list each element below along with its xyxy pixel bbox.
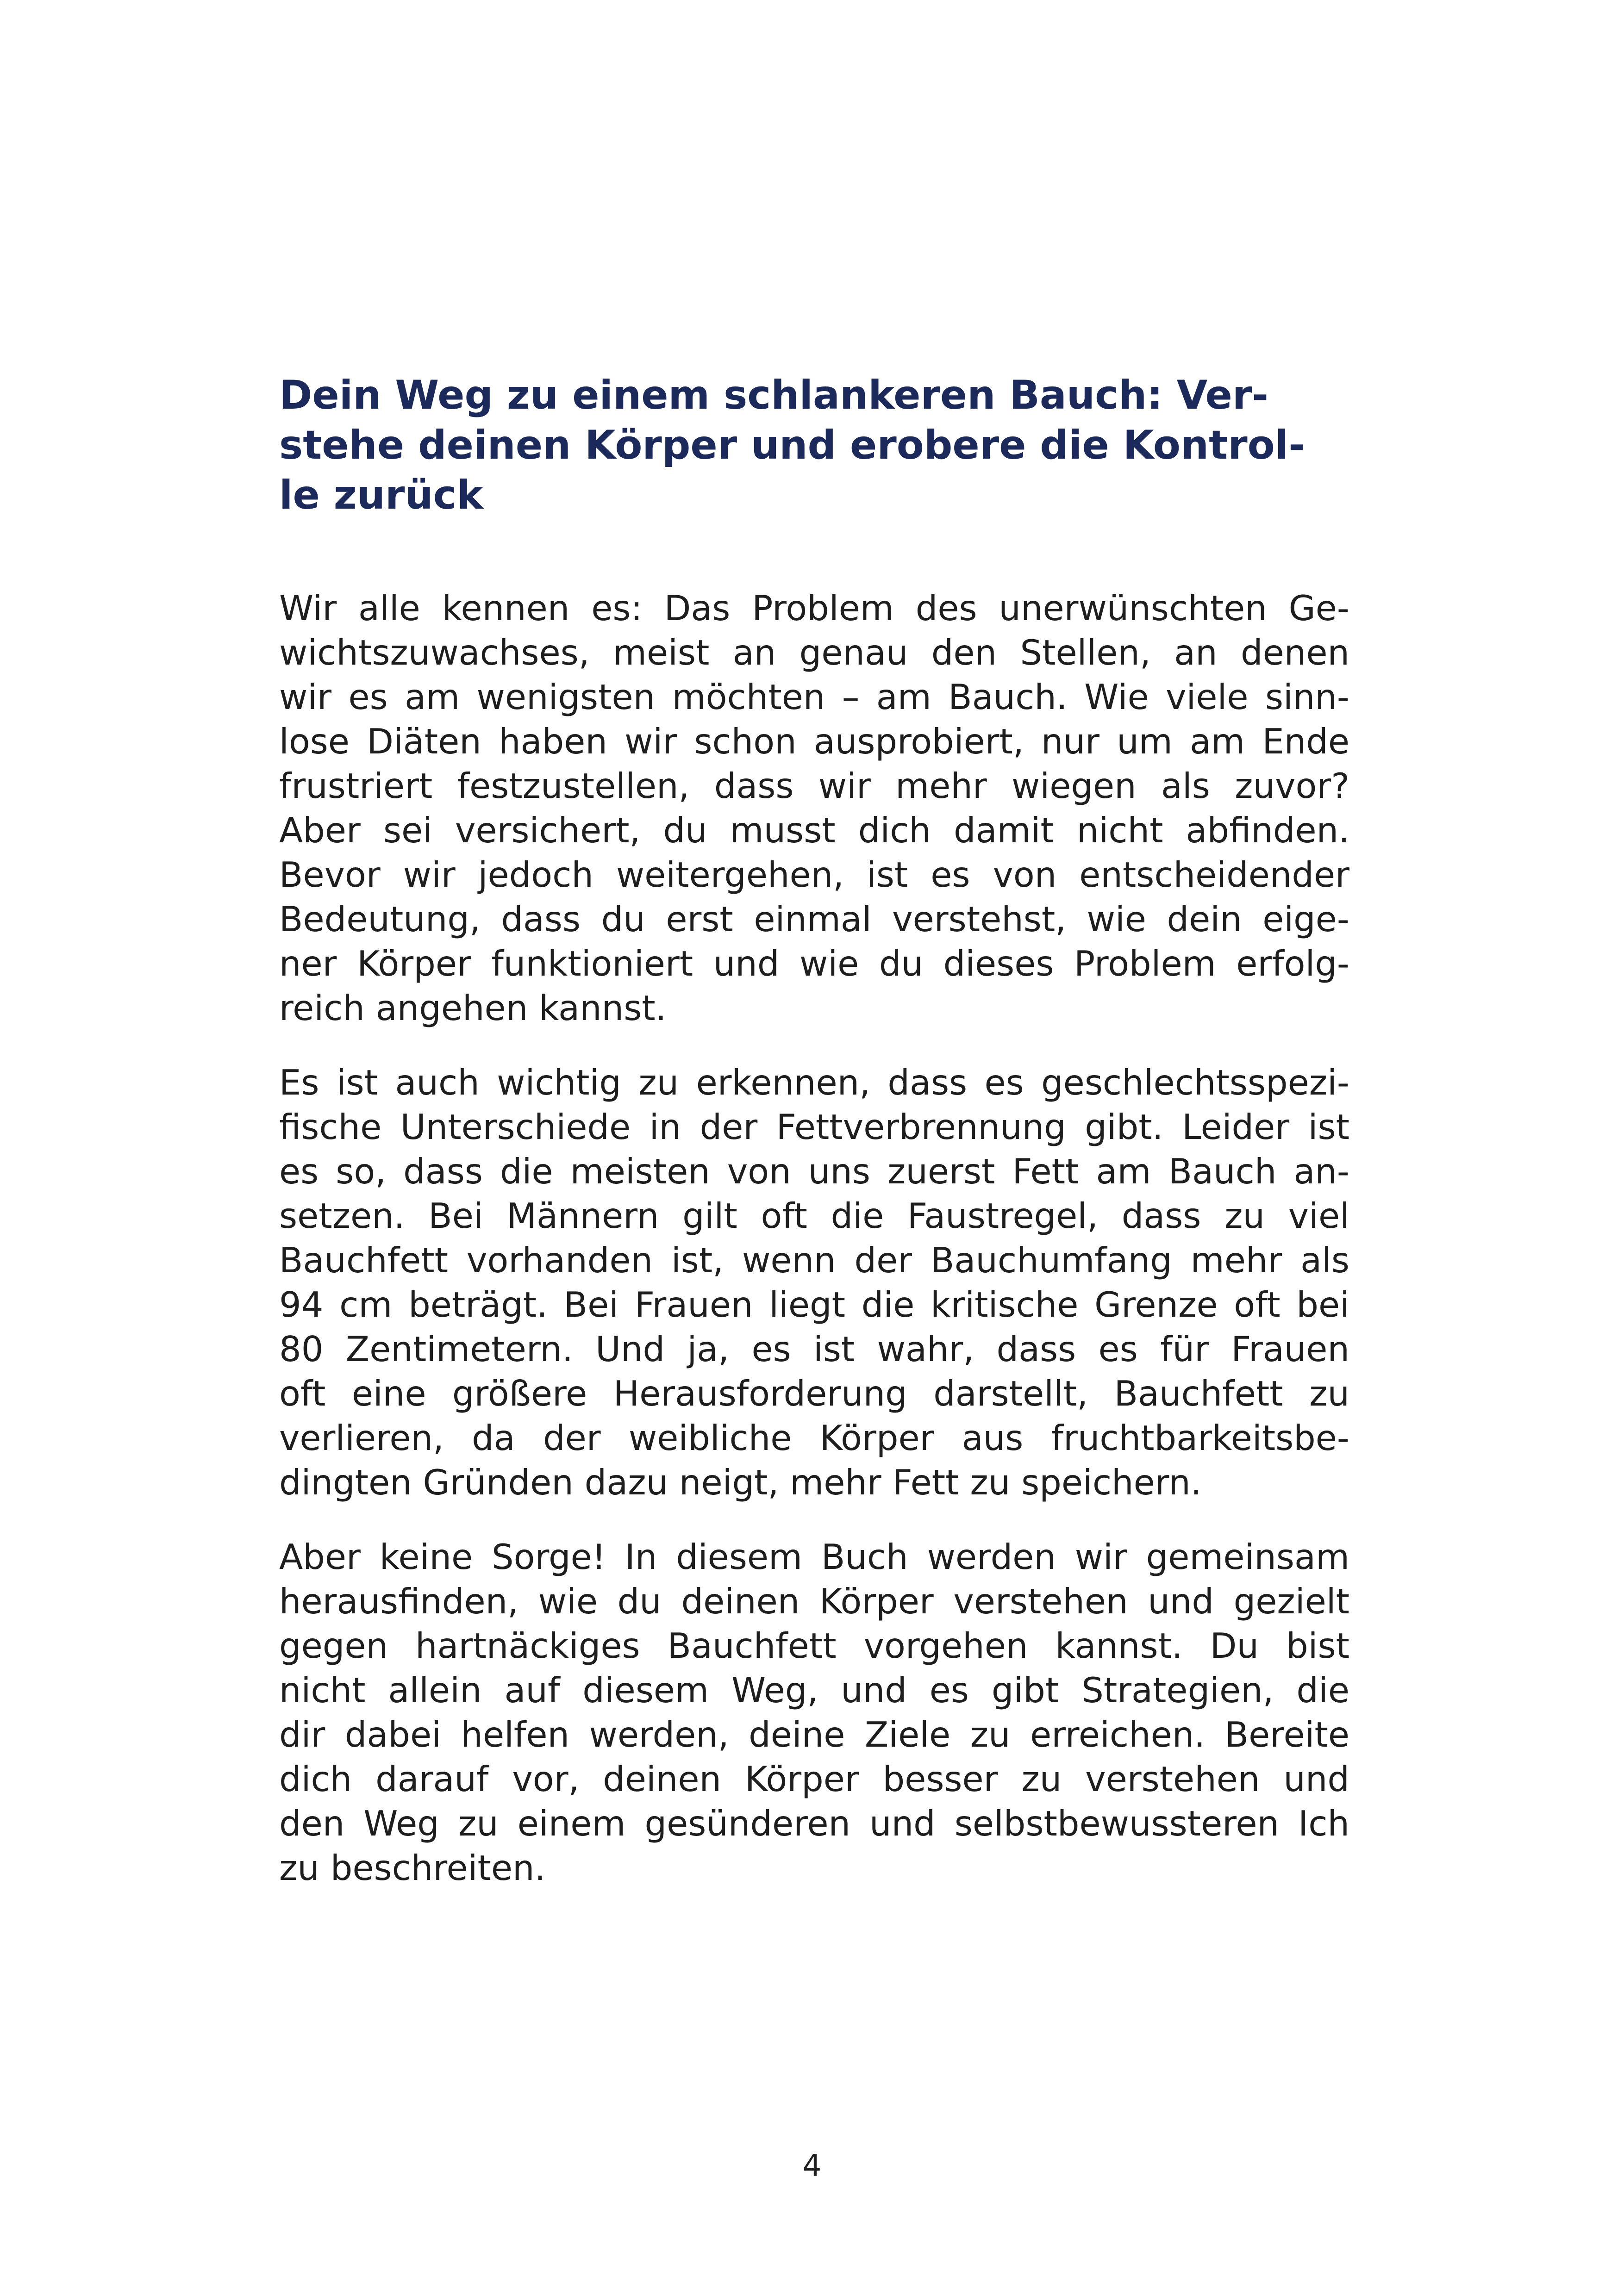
text-line: den Weg zu einem gesünderen und selbstbewussteren Ich bbox=[279, 1803, 1349, 1844]
text-line: reich angehen kannst. bbox=[279, 988, 667, 1028]
text-line: Es ist auch wichtig zu erkennen, dass es geschlechtsspezi- bbox=[279, 1062, 1349, 1103]
text-line: Wir alle kennen es: Das Problem des unerwünschten Ge- bbox=[279, 588, 1349, 628]
text-line: Bauchfett vorhanden ist, wenn der Bauchumfang mehr als bbox=[279, 1240, 1349, 1281]
text-line: Aber sei versichert, du musst dich damit nicht abfinden. bbox=[279, 810, 1349, 851]
text-line: setzen. Bei Männern gilt oft die Faustregel, dass zu viel bbox=[279, 1195, 1349, 1236]
chapter-title-line: le zurück bbox=[279, 472, 483, 518]
text-line: frustriert festzustellen, dass wir mehr wiegen als zuvor? bbox=[279, 765, 1349, 806]
paragraph-gender-differences bbox=[279, 1060, 1349, 1505]
paragraph-encouragement bbox=[279, 1535, 1349, 1890]
page-content bbox=[279, 370, 1349, 1920]
text-line: fische Unterschiede in der Fettverbrennung gibt. Leider ist bbox=[279, 1107, 1349, 1147]
text-line: 80 Zentimetern. Und ja, es ist wahr, dass es für Frauen bbox=[279, 1329, 1349, 1369]
chapter-title bbox=[279, 370, 1349, 520]
text-line: nicht allein auf diesem Weg, und es gibt Strategien, die bbox=[279, 1670, 1349, 1711]
text-line: wir es am wenigsten möchten – am Bauch. Wie viele sinn- bbox=[279, 677, 1349, 717]
text-line: es so, dass die meisten von uns zuerst Fett am Bauch an- bbox=[279, 1151, 1349, 1192]
text-line: dingten Gründen dazu neigt, mehr Fett zu speichern. bbox=[279, 1462, 1202, 1503]
text-line: dir dabei helfen werden, deine Ziele zu erreichen. Bereite bbox=[279, 1714, 1349, 1755]
text-line: dich darauf vor, deinen Körper besser zu verstehen und bbox=[279, 1759, 1349, 1799]
text-line: verlieren, da der weibliche Körper aus fruchtbarkeitsbe- bbox=[279, 1418, 1349, 1458]
body-text bbox=[279, 586, 1349, 1890]
text-line: oft eine größere Herausforderung darstellt, Bauchfett zu bbox=[279, 1373, 1349, 1414]
chapter-title-line: stehe deinen Körper und erobere die Kontrol- bbox=[279, 422, 1305, 468]
text-line: herausfinden, wie du deinen Körper verstehen und gezielt bbox=[279, 1581, 1349, 1622]
text-line: ner Körper funktioniert und wie du dieses Problem erfolg- bbox=[279, 943, 1349, 984]
text-line: lose Diäten haben wir schon ausprobiert, nur um am Ende bbox=[279, 721, 1349, 762]
page-number: 4 bbox=[802, 2149, 822, 2183]
text-line: gegen hartnäckiges Bauchfett vorgehen kannst. Du bist bbox=[279, 1625, 1349, 1666]
text-line: zu beschreiten. bbox=[279, 1848, 546, 1888]
text-line: Bedeutung, dass du erst einmal verstehst, wie dein eige- bbox=[279, 899, 1349, 940]
text-line: Bevor wir jedoch weitergehen, ist es von entscheidender bbox=[279, 854, 1349, 895]
text-line: 94 cm beträgt. Bei Frauen liegt die kritische Grenze oft bei bbox=[279, 1284, 1349, 1325]
text-line: wichtszuwachses, meist an genau den Stellen, an denen bbox=[279, 632, 1349, 673]
chapter-title-line: Dein Weg zu einem schlankeren Bauch: Ver- bbox=[279, 372, 1268, 418]
paragraph-intro bbox=[279, 586, 1349, 1030]
text-line: Aber keine Sorge! In diesem Buch werden wir gemeinsam bbox=[279, 1537, 1349, 1577]
